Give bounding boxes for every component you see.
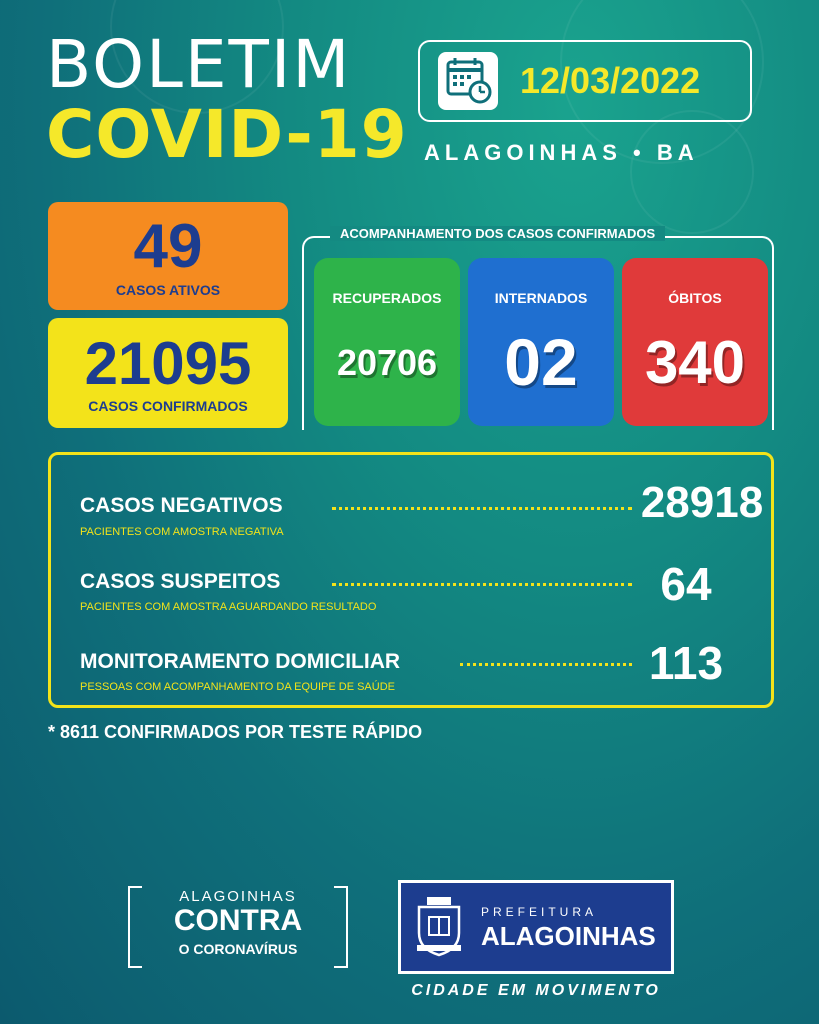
negative-cases-value: 28918 <box>640 478 764 527</box>
hospitalized-card <box>468 258 614 426</box>
city-slogan: CIDADE EM MOVIMENTO <box>411 982 661 999</box>
prefeitura-logo <box>398 880 674 974</box>
bulletin-subtitle: COVID-19 <box>46 96 408 173</box>
calendar-clock-icon <box>438 52 498 110</box>
bulletin-date: 12/03/2022 <box>520 60 701 101</box>
suspected-cases-subtitle: PACIENTES COM AMOSTRA AGUARDANDO RESULTADO <box>80 601 377 613</box>
deaths-value: 340 <box>644 329 746 396</box>
recovered-value: 20706 <box>336 342 438 383</box>
bulletin-title: BOLETIM <box>46 26 352 103</box>
active-cases-card <box>48 202 288 310</box>
suspected-cases-value: 64 <box>660 558 712 610</box>
hospitalized-label: INTERNADOS <box>494 290 588 306</box>
deaths-card <box>622 258 768 426</box>
location-label: ALAGOINHAS • BA <box>424 140 699 165</box>
city-name-label: ALAGOINHAS <box>481 921 656 951</box>
home-monitoring-value: 113 <box>648 637 724 689</box>
active-cases-value: 49 <box>133 212 203 281</box>
negative-cases-title: CASOS NEGATIVOS <box>80 494 283 517</box>
rapid-test-note: * 8611 CONFIRMADOS POR TESTE RÁPIDO <box>48 722 423 742</box>
confirmed-cases-value: 21095 <box>84 330 252 397</box>
recovered-card <box>314 258 460 426</box>
campaign-line2: CONTRA <box>173 904 303 937</box>
home-monitoring-title: MONITORAMENTO DOMICILIAR <box>80 650 401 673</box>
prefeitura-label: PREFEITURA <box>481 905 598 919</box>
negative-cases-subtitle: PACIENTES COM AMOSTRA NEGATIVA <box>80 526 284 538</box>
date-box <box>418 40 752 122</box>
dotted-leader <box>460 663 632 666</box>
confirmed-cases-card <box>48 318 288 428</box>
dotted-leader <box>332 583 632 586</box>
active-cases-label: CASOS ATIVOS <box>115 282 221 298</box>
city-crest-icon <box>413 895 465 957</box>
suspected-cases-title: CASOS SUSPEITOS <box>80 570 281 593</box>
hospitalized-value: 02 <box>504 325 578 399</box>
tracking-title: ACOMPANHAMENTO DOS CASOS CONFIRMADOS <box>330 226 665 241</box>
confirmed-cases-label: CASOS CONFIRMADOS <box>88 398 248 414</box>
campaign-line1: ALAGOINHAS <box>179 888 297 905</box>
dotted-leader <box>332 507 632 510</box>
deaths-label: ÓBITOS <box>668 290 722 306</box>
recovered-label: RECUPERADOS <box>332 290 442 306</box>
campaign-logo <box>128 886 348 966</box>
virus-decoration <box>630 110 754 234</box>
campaign-line3: O CORONAVÍRUS <box>178 941 298 957</box>
home-monitoring-subtitle: PESSOAS COM ACOMPANHAMENTO DA EQUIPE DE SAÚDE <box>80 681 395 693</box>
